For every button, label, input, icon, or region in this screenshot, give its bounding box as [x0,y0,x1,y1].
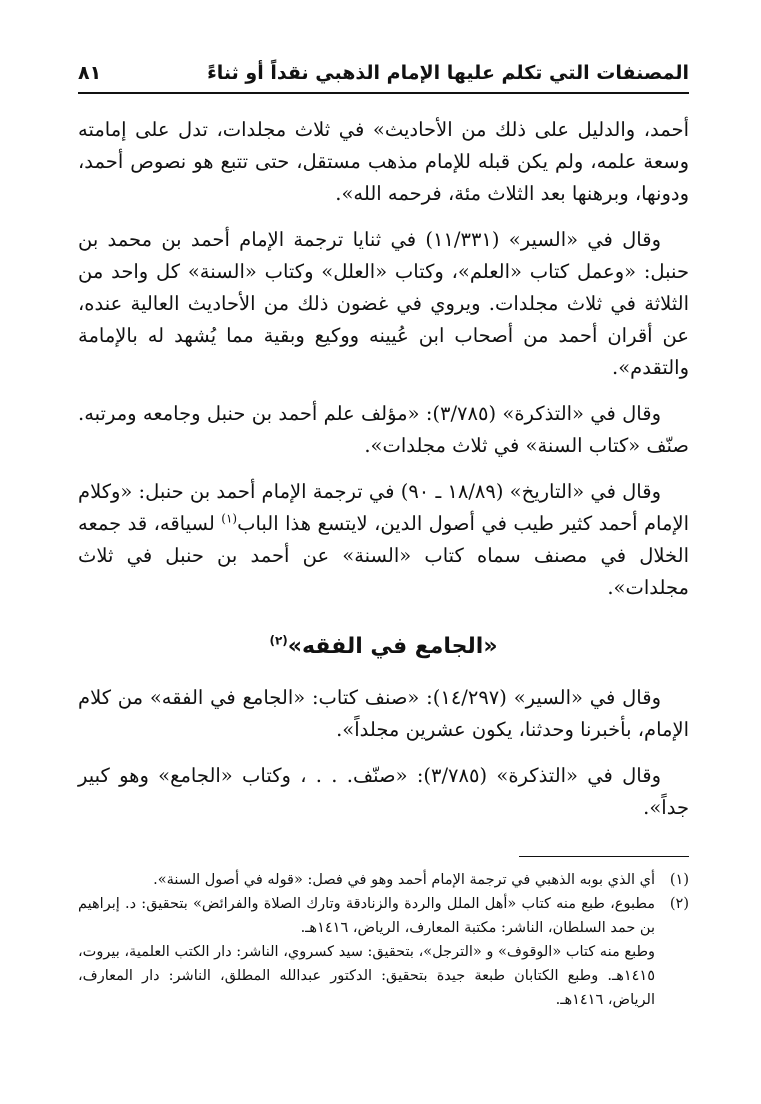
paragraph: أحمد، والدليل على ذلك من الأحاديث» في ثلاث مجلدات، تدل على إمامته وسعة علمه، ولم يكن قبله للإمام مذهب مستقل، حتى تتبع هو نصوص أحمد، ودونها، وبرهنها بعد الثلاث مئة، فرحمه الله». [78,118,689,205]
running-header [78,58,689,94]
paragraph: وقال في «التذكرة» (٣/٧٨٥): «مؤلف علم أحمد بن حنبل وجامعه ومرتبه. صنّف «كتاب السنة» في ثلاث مجلدات». [78,402,689,457]
footnote-number: (١) [669,872,689,888]
paragraph: وقال في «التذكرة» (٣/٧٨٥): «صنّف. . . ، وكتاب «الجامع» وهو كبير جداً». [78,764,689,819]
paragraph [78,476,689,604]
section-heading [78,630,689,664]
paragraph-text: وقال في «التاريخ» (١٨/٨٩ ـ ٩٠) في ترجمة الإمام أحمد بن حنبل: «وكلام الإمام أحمد كثير طيب في أصول الدين، لايتسع هذا الباب [78,480,689,535]
footnote [78,868,689,892]
footnote-number: (٢) [669,896,689,912]
footnote-reference[interactable]: (١) [221,511,238,526]
footnotes [78,868,689,1012]
footnote-text: أي الذي بوبه الذهبي في ترجمة الإمام أحمد وهو في فصل: «قوله في أصول السنة». [153,872,655,888]
main-text [78,114,689,838]
paragraph: وقال في «السير» (١١/٣٣١) في ثنايا ترجمة الإمام أحمد بن محمد بن حنبل: «وعمل كتاب «العلم»، وكتاب «العلل» وكتاب «السنة» كل واحد من الثلاثة في ثلاث مجلدات. ويروي في غضون ذلك من الأحاديث العالية عنده، عن أقران أحمد من أصحاب ابن عُيينه ووكيع وبقية مما يُشهد له بالإمامة والتقدم». [78,228,689,379]
paragraph-text: لسياقه، قد جمعه الخلال في مصنف سماه كتاب «السنة» عن أحمد بن حنبل في ثلاث مجلدات». [78,512,689,599]
footnote-continuation: وطبع منه كتاب «الوقوف» و «الترجل»، بتحقيق: سيد كسروي، الناشر: دار الكتب العلمية، بيروت، ١٤١٥هـ. وطبع الكتابان طبعة جيدة بتحقيق: الدكتور عبدالله المطلق، الناشر: دار المعارف، الرياض، ١٤١٦هـ. [78,944,655,1008]
page-number: ٨١ [78,62,102,84]
section-title: «الجامع في الفقه» [287,634,498,659]
footnote-reference[interactable]: (٢) [269,633,288,648]
paragraph: وقال في «السير» (١٤/٢٩٧): «صنف كتاب: «الجامع في الفقه» من كلام الإمام، بأخبرنا وحدثنا، يكون عشرين مجلداً». [78,686,689,741]
header-title: المصنفات التي تكلم عليها الإمام الذهبي نقداً أو ثناءً [207,62,689,84]
footnote-divider [519,856,689,857]
footnote [78,892,689,940]
footnote-text: مطبوع، طبع منه كتاب «أهل الملل والردة والزنادقة وتارك الصلاة والفرائض» بتحقيق: د. إبراهيم بن حمد السلطان، الناشر: مكتبة المعارف، الرياض، ١٤١٦هـ. [78,896,655,936]
